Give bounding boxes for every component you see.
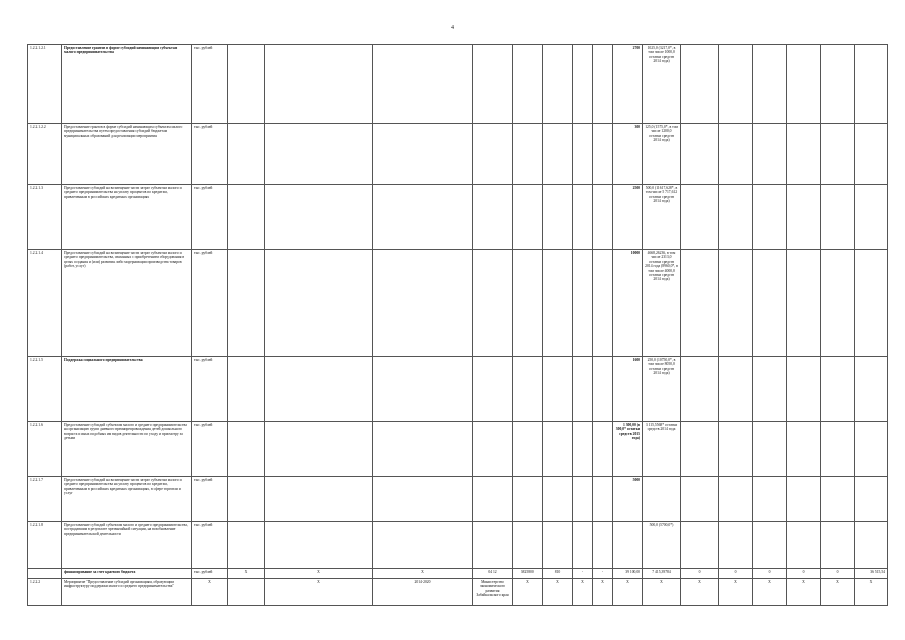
row-note: 250,0 (10750,0*, в том числе 8050,0 остатки средств 2014 года) — [643, 357, 681, 422]
measure-x-cell: Х — [513, 579, 543, 606]
measure-x-cell: Х — [573, 579, 593, 606]
measure-x-cell: Х — [753, 579, 787, 606]
empty-cell — [855, 357, 888, 422]
empty-cell — [573, 45, 593, 124]
empty-cell — [855, 250, 888, 357]
table-row — [28, 357, 888, 422]
row-amount: 2700 — [613, 45, 643, 124]
empty-cell — [573, 422, 593, 477]
row-name: Предоставление субсидий на возмещение части затрат субъектам малого и среднего предпринимательства на уплату процентов по кредитам, привлеченным в российских кредитных организациях — [62, 185, 192, 250]
empty-cell — [821, 250, 855, 357]
empty-cell — [473, 124, 513, 185]
empty-cell — [821, 477, 855, 522]
measure-x-cell: Х — [787, 579, 821, 606]
total-unit: тыс. рублей — [192, 569, 228, 579]
empty-cell — [228, 185, 265, 250]
empty-cell — [373, 477, 473, 522]
row-note — [643, 477, 681, 522]
empty-cell — [593, 185, 613, 250]
empty-cell — [719, 185, 753, 250]
total-dash-cell: - — [593, 569, 613, 579]
empty-cell — [719, 357, 753, 422]
empty-cell — [543, 124, 573, 185]
empty-cell — [593, 357, 613, 422]
empty-cell — [513, 250, 543, 357]
empty-cell — [373, 124, 473, 185]
empty-cell — [787, 124, 821, 185]
measure-org: Министерство экономического развития Забайкальского края — [473, 579, 513, 606]
row-unit: тыс. рублей — [192, 357, 228, 422]
empty-cell — [719, 477, 753, 522]
row-amount — [613, 522, 643, 569]
total-zero-cell: 0 — [821, 569, 855, 579]
empty-cell — [473, 45, 513, 124]
total-x-cell: Х — [228, 569, 265, 579]
empty-cell — [753, 45, 787, 124]
empty-cell — [228, 45, 265, 124]
row-note: 1025,0 (3217,0*, в том числе 1000,0 остатки средств 2014 года) — [643, 45, 681, 124]
row-name: Предоставление грантов в форме субсидий начинающим субъектам малого предпринимательства путем предоставления субсидий бюджетам муниципальных образований для реализации мероприятия — [62, 124, 192, 185]
row-amount: 10000 — [613, 250, 643, 357]
row-unit: тыс. рублей — [192, 422, 228, 477]
empty-cell — [787, 522, 821, 569]
measure-name: Мероприятие "Предоставление субсидий организациям, образующим инфраструктуру поддержки малого и среднего предпринимательства" — [62, 579, 192, 606]
row-code: 1.2.2.1.8 — [28, 522, 62, 569]
empty-cell — [228, 477, 265, 522]
table-body — [28, 45, 888, 569]
empty-cell — [855, 522, 888, 569]
empty-cell — [473, 422, 513, 477]
total-target-code: M25800 — [513, 569, 543, 579]
measure-x-cell: Х — [265, 579, 373, 606]
empty-cell — [228, 250, 265, 357]
total-amount: 39 100,00 — [613, 569, 643, 579]
empty-cell — [593, 45, 613, 124]
empty-cell — [753, 357, 787, 422]
row-amount: 5000 — [613, 477, 643, 522]
measure-x-cell: Х — [643, 579, 681, 606]
measure-row — [28, 579, 888, 606]
measure-code: 1.2.2.2 — [28, 579, 62, 606]
total-code-cell — [28, 569, 62, 579]
empty-cell — [265, 250, 373, 357]
measure-period: 2014-2020 — [373, 579, 473, 606]
empty-cell — [573, 250, 593, 357]
row-unit: тыс. рублей — [192, 522, 228, 569]
empty-cell — [513, 185, 543, 250]
empty-cell — [513, 522, 543, 569]
total-sum: 36 515,54 — [855, 569, 888, 579]
table-row — [28, 124, 888, 185]
empty-cell — [593, 522, 613, 569]
row-name: Предоставление субсидий на возмещение части затрат субъектам малого и среднего предпринимательства, связанных с приобретением оборудования в целях создания и (или) развития либо модернизации производства товаров (работ, услуг) — [62, 250, 192, 357]
empty-cell — [473, 522, 513, 569]
empty-cell — [543, 422, 573, 477]
total-dash-cell: - — [573, 569, 593, 579]
empty-cell — [513, 124, 543, 185]
empty-cell — [543, 185, 573, 250]
empty-cell — [513, 45, 543, 124]
empty-cell — [753, 477, 787, 522]
empty-cell — [543, 357, 573, 422]
row-code: 1.2.2.1.7 — [28, 477, 62, 522]
row-amount: 2500 — [613, 185, 643, 250]
empty-cell — [473, 357, 513, 422]
measure-x-cell: Х — [855, 579, 888, 606]
row-name: Предоставление субсидий субъектам малого и среднего предпринимательства на организацию групп дневного времяпрепровождения детей дошкольного возраста и иных подобных им видов деятельности по уходу и присмотру за детьми — [62, 422, 192, 477]
empty-cell — [787, 185, 821, 250]
total-label: финансирование за счет краевого бюджета — [62, 569, 192, 579]
empty-cell — [573, 477, 593, 522]
measure-x-cell: Х — [719, 579, 753, 606]
row-unit: тыс. рублей — [192, 250, 228, 357]
empty-cell — [265, 124, 373, 185]
row-unit: тыс. рублей — [192, 477, 228, 522]
row-name: Предоставление субсидий субъектам малого и среднего предпринимательства, пострадавшим в результате чрезвычайной ситуации, на возобновление предпринимательской деятельности — [62, 522, 192, 569]
empty-cell — [373, 357, 473, 422]
row-code: 1.2.2.1.2.1 — [28, 45, 62, 124]
empty-cell — [821, 124, 855, 185]
empty-cell — [753, 422, 787, 477]
row-code: 1.2.2.1.4 — [28, 250, 62, 357]
table-row — [28, 250, 888, 357]
empty-cell — [228, 357, 265, 422]
empty-cell — [681, 422, 719, 477]
empty-cell — [593, 250, 613, 357]
row-amount: 300 — [613, 124, 643, 185]
empty-cell — [821, 185, 855, 250]
empty-cell — [265, 522, 373, 569]
total-x-cell: Х — [265, 569, 373, 579]
empty-cell — [753, 250, 787, 357]
empty-cell — [593, 422, 613, 477]
empty-cell — [681, 357, 719, 422]
empty-cell — [573, 124, 593, 185]
empty-cell — [373, 422, 473, 477]
row-note: 500,0 (5700,0*) — [643, 522, 681, 569]
empty-cell — [821, 357, 855, 422]
empty-cell — [593, 477, 613, 522]
empty-cell — [821, 422, 855, 477]
row-unit: тыс. рублей — [192, 124, 228, 185]
empty-cell — [513, 357, 543, 422]
total-x-cell: Х — [373, 569, 473, 579]
total-zero-cell: 0 — [753, 569, 787, 579]
empty-cell — [513, 422, 543, 477]
total-zero-cell: 0 — [719, 569, 753, 579]
empty-cell — [473, 185, 513, 250]
empty-cell — [573, 522, 593, 569]
row-code: 1.2.2.1.3 — [28, 185, 62, 250]
row-code: 1.2.2.1.2.2 — [28, 124, 62, 185]
measure-x-cell: Х — [593, 579, 613, 606]
empty-cell — [265, 422, 373, 477]
total-note: 7 415,39784 — [643, 569, 681, 579]
empty-cell — [373, 522, 473, 569]
row-code: 1.2.2.1.6 — [28, 422, 62, 477]
empty-cell — [681, 124, 719, 185]
empty-cell — [719, 45, 753, 124]
empty-cell — [821, 45, 855, 124]
empty-cell — [543, 250, 573, 357]
table-row — [28, 422, 888, 477]
empty-cell — [719, 124, 753, 185]
empty-cell — [681, 250, 719, 357]
empty-cell — [719, 250, 753, 357]
empty-cell — [265, 185, 373, 250]
empty-cell — [228, 522, 265, 569]
table-row — [28, 522, 888, 569]
empty-cell — [753, 522, 787, 569]
empty-cell — [373, 185, 473, 250]
row-name: Предоставление субсидий на возмещение части затрат субъектам малого и среднего предпринимательства на уплату процентов по кредитам, привлеченным в российских кредитных организациях, в сфере торговли и услуг — [62, 477, 192, 522]
empty-cell — [473, 250, 513, 357]
total-zero-cell: 0 — [787, 569, 821, 579]
empty-cell — [787, 357, 821, 422]
empty-cell — [681, 45, 719, 124]
total-row — [28, 569, 888, 579]
empty-cell — [373, 250, 473, 357]
total-zero-cell: 0 — [681, 569, 719, 579]
row-note: 3 115,5568* остатки средств 2014 года — [643, 422, 681, 477]
empty-cell — [228, 422, 265, 477]
empty-cell — [228, 124, 265, 185]
empty-cell — [787, 250, 821, 357]
table-row — [28, 185, 888, 250]
empty-cell — [855, 185, 888, 250]
empty-cell — [473, 477, 513, 522]
empty-cell — [719, 422, 753, 477]
empty-cell — [543, 477, 573, 522]
empty-cell — [855, 422, 888, 477]
page-marker: 4 — [451, 25, 454, 31]
row-note: 4668,26236, в том числе 2313,0 остатки средств 2014 года (8960,0*, в том числе 4000,0 остатки средств 2014 года) — [643, 250, 681, 357]
empty-cell — [265, 45, 373, 124]
empty-cell — [265, 477, 373, 522]
empty-cell — [543, 522, 573, 569]
total-section-code: 04 12 — [473, 569, 513, 579]
total-type-code: 810 — [543, 569, 573, 579]
row-note: 125,0 (1575,0*, в том числе 1200,0 остатки средств 2014 года) — [643, 124, 681, 185]
empty-cell — [855, 477, 888, 522]
empty-cell — [681, 185, 719, 250]
row-unit: тыс. рублей — [192, 45, 228, 124]
table-row — [28, 45, 888, 124]
measure-x-cell: Х — [613, 579, 643, 606]
table-row — [28, 477, 888, 522]
empty-cell — [787, 45, 821, 124]
row-code: 1.2.2.1.5 — [28, 357, 62, 422]
empty-cell — [787, 477, 821, 522]
empty-cell — [228, 579, 265, 606]
empty-cell — [373, 45, 473, 124]
empty-cell — [855, 45, 888, 124]
row-amount: 1600 — [613, 357, 643, 422]
empty-cell — [855, 124, 888, 185]
empty-cell — [753, 185, 787, 250]
empty-cell — [821, 522, 855, 569]
budget-table-sheet — [27, 44, 885, 598]
empty-cell — [719, 522, 753, 569]
empty-cell — [543, 45, 573, 124]
empty-cell — [265, 357, 373, 422]
row-name: Поддержка социального предпринимательства — [62, 357, 192, 422]
measure-x-cell: Х — [192, 579, 228, 606]
measure-x-cell: Х — [543, 579, 573, 606]
row-note: 500,0 (11617,628*, в том числе 5 717,612 остатки средств 2014 года) — [643, 185, 681, 250]
empty-cell — [787, 422, 821, 477]
row-amount: 1 300,00 (в 300,0* остатки средств 2015 года) — [613, 422, 643, 477]
empty-cell — [753, 124, 787, 185]
budget-table — [27, 44, 888, 606]
empty-cell — [681, 477, 719, 522]
measure-x-cell: Х — [681, 579, 719, 606]
empty-cell — [681, 522, 719, 569]
empty-cell — [573, 185, 593, 250]
empty-cell — [573, 357, 593, 422]
empty-cell — [513, 477, 543, 522]
row-name: Предоставление грантов в форме субсидий начинающим субъектам малого предпринимательства — [62, 45, 192, 124]
row-unit: тыс. рублей — [192, 185, 228, 250]
empty-cell — [593, 124, 613, 185]
measure-x-cell: Х — [821, 579, 855, 606]
